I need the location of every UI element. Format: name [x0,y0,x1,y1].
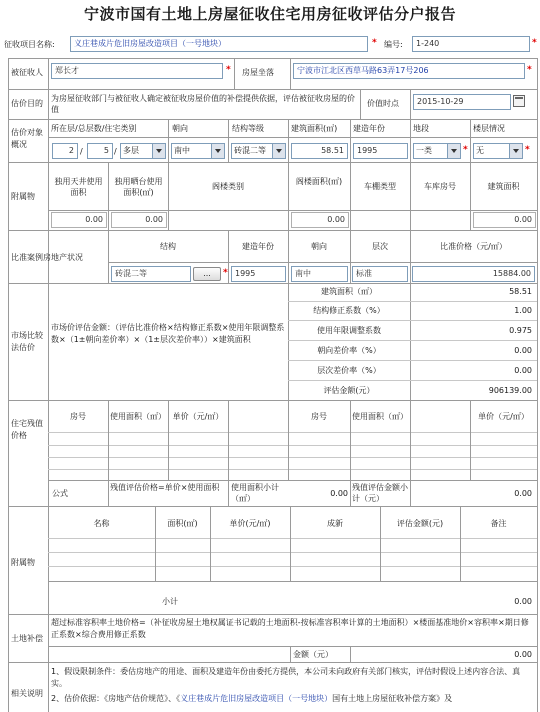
fixtures-label: 附属物 [11,558,35,567]
required-mark: * [532,38,537,48]
object-header-year: 建造年份 [353,124,385,133]
person-label: 被征收人 [11,68,43,77]
fixtures-subtotal-label: 小计 [162,597,178,606]
residence-type-select[interactable] [120,143,166,159]
market-item-value: 0.00 [514,366,532,375]
comparable-orientation-field[interactable]: 南中 [291,266,348,282]
comparable-header-structure: 结构 [160,242,176,251]
chevron-down-icon [447,144,460,158]
build-year-input[interactable]: 1995 [353,143,408,159]
residual-header-price: 单价（元/㎡） [172,412,224,421]
market-item-value: 0.975 [509,326,532,335]
object-header-floor: 所在层/总层数/住宅类别 [51,124,137,133]
floor-input[interactable]: 2 [52,143,78,159]
comparable-header-price: 比准价格（元/㎡） [440,242,507,251]
fixtures-subtotal: 0.00 [514,597,532,606]
market-total-value: 906139.00 [488,386,532,395]
residual-header-price: 单价（元/㎡） [478,412,529,421]
garage-area-input[interactable]: 0.00 [473,212,536,228]
residence-type-value: 多层 [123,146,139,155]
project-name-field[interactable]: 义庄巷成片危旧房屋改造项目（一号地块） [70,36,368,52]
market-item-label: 层次差价率（%） [317,366,381,375]
market-label: 市场比较法估价 [11,331,43,352]
required-mark: * [223,268,228,278]
residual-amount-sum-label: 残值评估金额小计（元） [352,483,408,503]
notes-line-2-project: 义庄巷成片危旧房屋改造项目（一号地块） [180,694,333,703]
land-amount: 0.00 [514,650,532,659]
market-item-label: 使用年限调整系数 [317,326,381,335]
lot-value: 一类 [416,146,432,155]
comparable-year-field[interactable]: 1995 [231,266,286,282]
orientation-select[interactable] [171,143,225,159]
value-date-text: 2015-10-29 [417,97,464,106]
residual-header-room: 房号 [311,412,327,421]
fixtures-header-condition: 成新 [327,519,343,528]
required-mark: * [226,65,231,75]
number-label: 编号: [384,40,403,49]
value-date-field[interactable] [413,94,511,110]
fixtures-header-price: 单价(元/㎡) [229,519,271,528]
market-item-label: 建筑面积（㎡） [321,287,377,296]
value-date-label: 价值时点 [367,99,399,108]
chevron-down-icon [152,144,165,158]
balcony-area-input[interactable]: 0.00 [111,212,167,228]
location-field[interactable]: 宁波市江北区西草马路63弄17号206 [293,63,525,79]
market-item-value: 58.51 [509,287,532,296]
residual-formula-label: 公式 [52,489,68,498]
purpose-text: 为房屋征收部门与被征收人确定被征收房屋价值的补偿提供依据，评估被征收房屋的价值 [51,94,355,114]
comparable-header-year: 建造年份 [242,242,274,251]
required-mark: * [527,65,532,75]
location-label: 房屋坐落 [242,68,274,77]
market-item-label: 结构修正系数（%） [313,306,385,315]
object-label: 估价对象概况 [11,128,43,149]
residual-header-room: 房号 [70,412,86,421]
floor-separator: / [114,147,117,156]
comparable-level-field[interactable]: 标准 [352,266,408,282]
structure-select[interactable] [231,143,286,159]
object-header-lot: 地段 [413,124,429,133]
chevron-down-icon [509,144,522,158]
residual-formula: 残值评估价格=单价×使用面积 [110,483,220,492]
object-header-floor-status: 楼层情况 [473,124,505,133]
land-amount-label: 金额（元） [293,650,333,659]
select-structure-button[interactable]: ... [193,267,221,281]
structure-value: 砖混二等 [234,146,266,155]
comparable-price-field[interactable]: 15884.00 [412,266,535,282]
attachment-header-balcony: 独用晒台使用面积(㎡) [114,177,163,197]
fixtures-header-remark: 备注 [490,519,507,528]
comparable-structure-field[interactable]: 砖混二等 [111,266,191,282]
required-mark: * [372,38,377,48]
floor-status-value: 无 [476,146,484,155]
notes-label: 相关说明 [11,689,43,698]
attachment-header-patio: 独用天井使用面积 [54,177,103,197]
lot-select[interactable] [413,143,461,159]
calendar-icon[interactable] [513,95,525,107]
building-area-input[interactable]: 58.51 [291,143,348,159]
residual-header-area: 使用面积（㎡） [110,412,166,421]
required-mark: * [463,145,468,155]
attic-area-input[interactable]: 0.00 [291,212,349,228]
number-field[interactable]: 1-240 [412,36,530,52]
chevron-down-icon [211,144,224,158]
comparable-header-level: 层次 [372,242,388,251]
required-mark: * [525,145,530,155]
attachment-header-attic-area: 阁楼面积(㎡) [295,177,343,186]
residual-header-area: 使用面积（㎡） [352,412,408,421]
comparable-label: 比准案例房地产状况 [11,253,83,262]
residual-label: 住宅残值价格 [11,419,43,440]
fixtures-header-area: 面积(㎡) [167,519,198,528]
attachment-header-garage-no: 车库房号 [424,182,456,191]
object-header-structure: 结构等级 [232,124,264,133]
patio-area-input[interactable]: 0.00 [51,212,107,228]
page-title: 宁波市国有土地上房屋征收住宅用房征收评估分户报告 [83,5,456,23]
floor-status-select[interactable] [473,143,523,159]
attachment-header-building-area: 建筑面积 [487,182,520,191]
market-item-label: 朝向差价率（%） [317,346,381,355]
object-header-area: 建筑面积(㎡) [291,124,338,133]
purpose-label: 估价目的 [11,99,43,108]
project-name-label: 征收项目名称: [4,40,55,49]
object-header-orientation: 朝向 [172,124,188,133]
notes-line-2 [51,693,452,705]
fixtures-header-name: 名称 [93,519,110,528]
floor-separator: / [80,147,83,156]
attachment-label: 附属物 [11,192,35,201]
market-formula: 市场价评估金额：（评估比准价格×结构修正系数×使用年限调整系数×（1±朝向差价率）×（1±层次差价率））×建筑面积 [51,323,285,344]
notes-line-2-suffix: 国有土地上房屋征收补偿方案》及 [332,694,453,703]
market-item-label: 评估金额(元） [323,386,375,395]
comparable-header-orientation: 朝向 [311,242,327,251]
land-label: 土地补偿 [11,634,43,643]
residual-area-sum: 0.00 [330,489,348,498]
market-item-value: 1.00 [514,306,532,315]
residual-amount-sum: 0.00 [514,489,532,498]
attachment-header-shed: 车棚类型 [364,182,396,191]
notes-line-2-prefix: 2、估价依据：《房地产估价规范》、《 [51,694,181,703]
residual-area-sum-label: 使用面积小计（㎡） [231,483,279,503]
land-formula: 超过标准容积率土地价格=（补征收房屋土地权属证书记载的土地面积-按标准容积率计算的土地面积）×楼面基准地价×容积率×期日修正系数×综合费用修正系数 [51,618,529,639]
person-name-field[interactable]: 郑长才 [51,63,223,79]
market-item-value: 0.00 [514,346,532,355]
notes-line-1: 1、假设限制条件：委估房地产的用途、面积及建造年份由委托方提供，本公司未向政府有关部门核实，评估时假设上述内容合法、真实。 [51,667,521,688]
total-floors-input[interactable]: 5 [87,143,113,159]
attachment-header-attic-type: 阁楼类别 [212,182,244,191]
fixtures-header-amount: 评估金额(元) [396,519,444,528]
chevron-down-icon [272,144,285,158]
orientation-value: 南中 [174,146,190,155]
